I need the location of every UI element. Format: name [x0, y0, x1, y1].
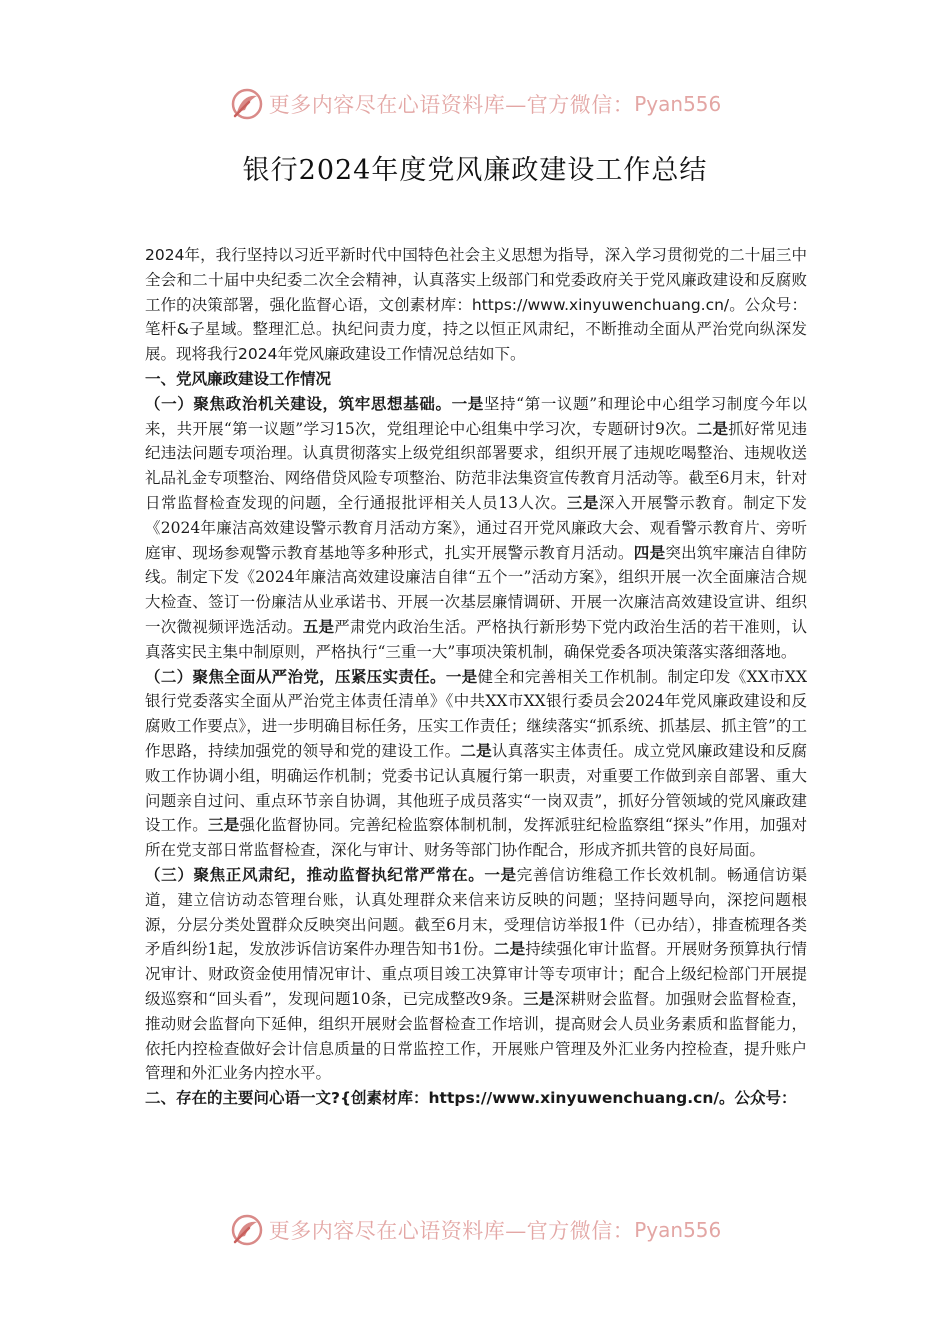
item-text: 持续强化审计监督。开展财务预算执行情况审计、财政资金使用情况审计、重点项目竣工决算审计等专项审计；配合上级纪检部门开展提级巡察和“回头看”，发现问题10条，已完成整改9条。	[145, 940, 807, 1008]
item-text: 认真落实主体责任。成立党风廉政建设和反腐败工作协调小组，明确运作机制；党委书记认真履行第一职责，对重要工作做到亲自部署、重大问题亲自过问、重点环节亲自协调，其他班子成员落实“一岗双责”，抓好分管领域的党风廉政建设工作。	[145, 741, 807, 835]
section-heading-2: 二、存在的主要问心语一文?{创素材库：https://www.xinyuwenchuang.cn/。公众号：	[145, 1089, 797, 1108]
logo-icon	[229, 1212, 265, 1248]
footer-watermark-banner	[0, 1210, 950, 1250]
banner-text: 更多内容尽在心语资料库—官方微信：	[268, 93, 635, 117]
item-text: 深耕财会监督。加强财会监督检查，推动财会监督向下延伸，组织开展财会监督检查工作培训，提高财会人员业务素质和监督能力，依托内控检查做好会计信息质量的日常监控工作，开展账户管理及外汇业务内控检查，提升账户管理和外汇业务内控水平。	[145, 989, 807, 1083]
marker: 一是	[451, 393, 484, 413]
document-body	[145, 243, 807, 1111]
banner-wechat-id: Pyan556	[634, 92, 722, 116]
item-text: 抓好常见违纪违法问题专项治理。认真贯彻落实上级党组织部署要求，组织开展了违规吃喝整治、违规收送礼品礼金专项整治、网络借贷风险专项整治、防范非法集资宣传教育月活动等。截至6月末，针对日常监督检查发现的问题，全行通报批评相关人员13人次。	[145, 419, 807, 512]
item-text: 严肃党内政治生活。严格执行新形势下党内政治生活的若干准则，认真落实民主集中制原则，严格执行“三重一大”事项决策机制，确保党委各项决策落实落细落地。	[145, 617, 807, 661]
banner-wechat-id: Pyan556	[634, 1218, 722, 1242]
banner-text: 更多内容尽在心语资料库—官方微信：	[268, 1219, 635, 1243]
marker: 一是	[484, 864, 517, 884]
section-heading-1: 一、党风廉政建设工作情况	[145, 368, 332, 388]
item-text: 完善信访维稳工作长效机制。畅通信访渠道，建立信访动态管理台账，认真处理群众来信来访反映的问题；坚持问题导向，深挖问题根源，分层分类处置群众反映突出问题。截至6月末，受理信访举报1件（已办结），排查梳理各类矛盾纠纷1起，发放涉诉信访案件办理告知书1份。	[145, 865, 807, 959]
header-watermark-banner	[0, 84, 950, 124]
item-text: 坚持“第一议题”和理论中心组学习制度今年以来，共开展“第一议题”学习15次，党组理论中心组集中学习次，专题研讨9次。	[145, 394, 807, 438]
marker: 三是	[523, 988, 555, 1008]
subsection-3	[145, 863, 807, 1086]
subsection-3-title: （三）聚焦正风肃纪，推动监督执纪常严常在。	[145, 864, 485, 884]
marker: 三是	[208, 815, 240, 835]
item-text: 突出筑牢廉洁自律防线。制定下发《2024年廉洁高效建设廉洁自律“五个一”活动方案》，组织开展一次全面廉洁合规大检查、签订一份廉洁从业承诺书、开展一次基层廉情调研、开展一次廉洁高效建设宣讲、组织一次微视频评选活动。	[145, 543, 807, 636]
item-text: 深入开展警示教育。制定下发《2024年廉洁高效建设警示教育月活动方案》，通过召开党风廉政大会、观看警示教育片、旁听庭审、现场参观警示教育基地等多种形式，扎实开展警示教育月活动。	[145, 493, 807, 562]
marker: 三是	[566, 492, 599, 512]
subsection-2	[145, 665, 807, 863]
marker: 二是	[696, 418, 729, 438]
item-text: 强化监督协同。完善纪检监察体制机制，发挥派驻纪检监察组“探头”作用，加强对所在党支部日常监督检查，深化与审计、财务等部门协作配合，形成齐抓共管的良好局面。	[145, 816, 807, 860]
item-text: 健全和完善相关工作机制。制定印发《XX市XX银行党委落实全面从严治党主体责任清单》《中共XX市XX银行委员会2024年党风廉政建设和反腐败工作要点》，进一步明确目标任务，压实工作责任；继续落实“抓系统、抓基层、抓主管”的工作思路，持续加强党的领导和党的建设工作。	[145, 667, 807, 760]
marker: 五是	[302, 616, 335, 636]
marker: 四是	[633, 542, 666, 562]
marker: 一是	[445, 666, 478, 686]
logo-icon	[229, 86, 265, 122]
subsection-1	[145, 392, 807, 665]
document-title: 银行2024年度党风廉政建设工作总结	[242, 155, 708, 186]
marker: 二是	[493, 939, 526, 959]
intro-paragraph: 2024年，我行坚持以习近平新时代中国特色社会主义思想为指导，深入学习贯彻党的二十届三中全会和二十届中央纪委二次全会精神，认真落实上级部门和党委政府关于党风廉政建设和反腐败工作的决策部署，强化监督心语，文创素材库：https://www.xinyuwenchuang.cn/。公众号：笔杆&子星域。整理汇总。执纪问责力度，持之以恒正风肃纪，不断推动全面从严治党向纵深发展。现将我行2024年党风廉政建设工作情况总结如下。	[145, 246, 807, 364]
marker: 二是	[460, 740, 492, 760]
subsection-2-title: （二）聚焦全面从严治党，压紧压实责任。	[145, 666, 446, 686]
subsection-1-title: （一）聚焦政治机关建设，筑牢思想基础。	[145, 393, 452, 413]
